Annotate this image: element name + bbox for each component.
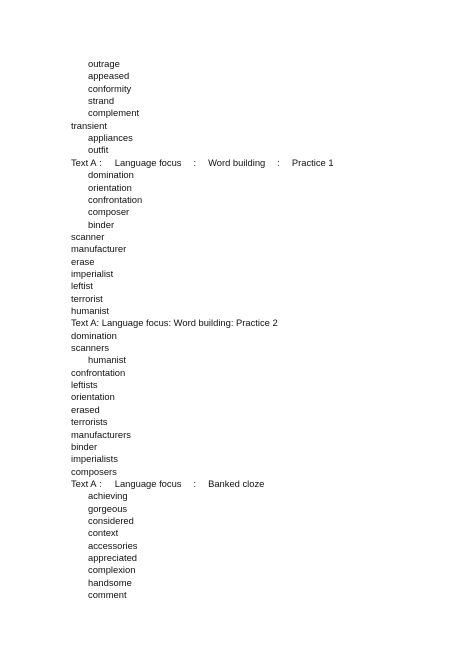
answer-line: outfit <box>88 144 109 156</box>
answer-line: handsome <box>88 576 132 588</box>
answer-line: humanist <box>88 354 127 366</box>
answer-line: manufacturers <box>71 428 131 440</box>
answer-line: leftist <box>71 280 93 292</box>
answer-line: scanners <box>71 342 110 354</box>
answer-line: context <box>88 527 119 539</box>
answer-line: humanist <box>71 305 110 316</box>
answer-line: conformity <box>88 82 132 94</box>
answer-line: comment <box>88 589 127 601</box>
answer-line: binder <box>71 440 98 452</box>
answer-line: composer <box>88 206 130 218</box>
answer-line: achieving <box>88 490 128 502</box>
answer-line: appliances <box>88 132 133 144</box>
answer-line: complement <box>88 107 140 119</box>
heading-part: Text A : <box>71 477 102 489</box>
answer-line: appeased <box>88 70 130 82</box>
heading-part: Banked cloze <box>208 477 265 489</box>
answer-line: confrontation <box>71 366 126 378</box>
answer-line: complexion <box>88 564 136 576</box>
answer-line: binder <box>88 218 115 230</box>
answer-line: terrorists <box>71 416 108 428</box>
answer-line: erased <box>71 403 100 415</box>
answer-line: erase <box>71 255 95 267</box>
answer-line: leftists <box>71 379 98 391</box>
section-heading <box>0 157 334 169</box>
heading-part: : <box>193 477 197 489</box>
heading-part: Language focus <box>114 477 182 489</box>
answer-line: domination <box>71 329 117 341</box>
answer-line: transient <box>71 119 107 131</box>
answer-line: outrage <box>88 58 120 69</box>
answer-line: imperialists <box>71 453 118 465</box>
heading-part: Practice 1 <box>291 156 334 168</box>
answer-line: terrorist <box>71 292 103 304</box>
answer-line: domination <box>88 169 134 181</box>
answer-line: appreciated <box>88 552 137 563</box>
answer-line: imperialist <box>71 267 114 279</box>
answer-line: accessories <box>88 539 138 551</box>
answer-line: scanner <box>71 230 105 242</box>
heading-part: : <box>277 156 280 168</box>
answer-line: composers <box>71 465 117 477</box>
answer-line: strand <box>88 95 115 107</box>
answer-line: gorgeous <box>88 502 128 514</box>
answer-line: considered <box>88 514 134 526</box>
heading-part: Language focus <box>114 156 182 168</box>
answer-line: confrontation <box>88 193 143 205</box>
answer-line: orientation <box>71 391 115 403</box>
section-heading <box>0 478 264 490</box>
heading-part: Text A : <box>71 156 102 168</box>
section-heading: Text A: Language focus: Word building: Practice 2 <box>71 317 278 329</box>
answer-line: orientation <box>88 181 132 193</box>
answer-line: manufacturer <box>71 243 127 255</box>
heading-part: : <box>193 156 197 168</box>
heading-part: Word building <box>208 156 266 168</box>
